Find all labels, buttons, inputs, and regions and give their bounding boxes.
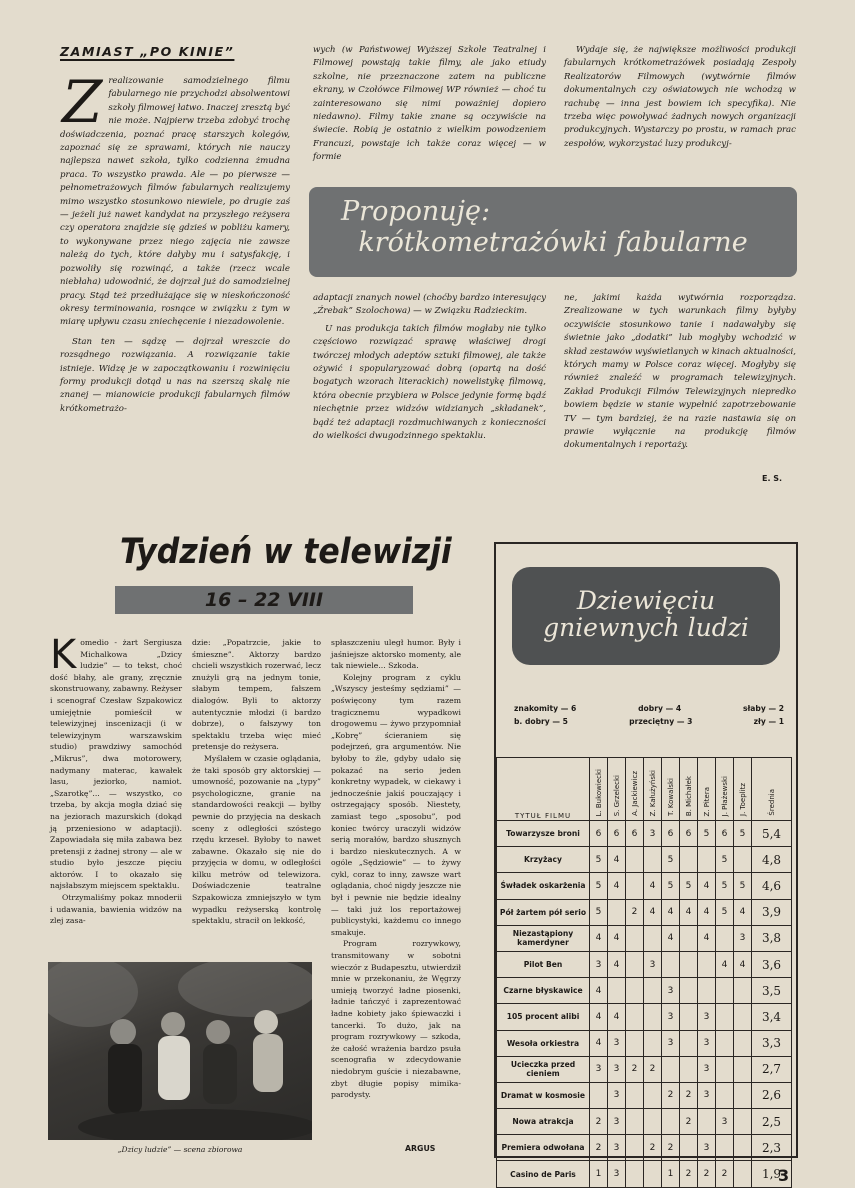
score-cell: 3 bbox=[662, 1004, 680, 1030]
average-cell: 3,4 bbox=[752, 1004, 792, 1030]
score-cell bbox=[734, 1082, 752, 1108]
score-cell bbox=[734, 1135, 752, 1161]
headline-box bbox=[309, 187, 797, 277]
ratings-badge bbox=[512, 567, 780, 665]
score-cell: 3 bbox=[608, 1056, 626, 1082]
score-cell bbox=[734, 1109, 752, 1135]
score-cell bbox=[680, 925, 698, 951]
average-cell: 2,7 bbox=[752, 1056, 792, 1082]
ratings-table bbox=[496, 757, 792, 1188]
paragraph: Stan ten — sądzę — dojrzał wreszcie do rozsądnego rozwiązania. A rozwiązanie takie istnieje. Widzę je w zapoczątkowaniu i rozwinięciu formy produkcji dotąd u nas na szerszą skalę nie znanej — mianowicie produkcji fabularnych filmów krótkometrażo- bbox=[60, 336, 290, 414]
average-cell: 2,6 bbox=[752, 1082, 792, 1108]
score-cell bbox=[680, 1004, 698, 1030]
score-cell bbox=[626, 978, 644, 1004]
article-column-2 bbox=[313, 44, 546, 165]
score-cell bbox=[716, 1135, 734, 1161]
critic-header: A. Jackiewicz bbox=[626, 758, 644, 821]
score-cell: 4 bbox=[608, 1004, 626, 1030]
paragraph: Kolejny program z cyklu „Wszyscy jesteśmy sędziami” — poświęcony tym razem tragicznemu wypadkowi drogowemu — żywo przypomniał „Kobrę” ścieraniem się podejrzeń, gra argumentów. Nie byłoby to źle, gdyby udało się pokazać na serio jeden konkretny wypadek, w ciekawy i jednocześnie jakiś pouczający i ostrzegający sposób. Niestety, zamiast tego „sposobu”, pod koniec twórcy uraczyli widzów serią morałów, bardzo słusznych i bardzo nieskutecznych. A w ogóle „Sędziowie” — to żywy cykl, coraz to inny, zawsze wart oglądania, choć nigdy jeszcze nie był i pewnie nie będzie idealny — taki już los reportażowej publicystyki, każdemu co innego smakuje. bbox=[331, 672, 461, 937]
score-cell: 6 bbox=[662, 821, 680, 847]
film-title-cell: Niezastąpiony kamerdyner bbox=[497, 925, 590, 951]
score-cell: 3 bbox=[662, 978, 680, 1004]
score-cell bbox=[680, 1030, 698, 1056]
score-cell: 2 bbox=[590, 1135, 608, 1161]
paragraph: spłaszczeniu uległ humor. Były i jaśniejsze aktorsko momenty, ale tak niewiele... Szkoda. bbox=[331, 638, 461, 671]
score-cell bbox=[626, 1135, 644, 1161]
article-column-2b bbox=[313, 292, 546, 443]
score-cell: 3 bbox=[716, 1109, 734, 1135]
tv-column-2 bbox=[192, 637, 321, 927]
film-title-cell: Czarne błyskawice bbox=[497, 978, 590, 1004]
table-row bbox=[497, 873, 792, 899]
score-cell: 5 bbox=[662, 847, 680, 873]
average-cell: 3,9 bbox=[752, 899, 792, 925]
score-cell bbox=[644, 1030, 662, 1056]
legend-entry: znakomity — 6 bbox=[514, 704, 577, 713]
score-cell: 5 bbox=[662, 873, 680, 899]
date-bar: 16 – 22 VIII bbox=[115, 586, 413, 614]
table-row bbox=[497, 1004, 792, 1030]
article-column-3b bbox=[564, 292, 796, 453]
score-cell: 4 bbox=[680, 899, 698, 925]
article-kicker: ZAMIAST „PO KINIE” bbox=[60, 44, 235, 59]
score-cell bbox=[608, 978, 626, 1004]
film-title-cell: Nowa atrakcja bbox=[497, 1109, 590, 1135]
average-cell: 1,9 bbox=[752, 1161, 792, 1187]
table-row bbox=[497, 1056, 792, 1082]
score-cell: 2 bbox=[662, 1135, 680, 1161]
critic-header: S. Grzelecki bbox=[608, 758, 626, 821]
critic-header: B. Michałek bbox=[680, 758, 698, 821]
score-cell: 2 bbox=[680, 1109, 698, 1135]
page-number: 3 bbox=[778, 1166, 790, 1185]
legend-entry: b. dobry — 5 bbox=[514, 717, 568, 726]
film-title-cell: Dramat w kosmosie bbox=[497, 1082, 590, 1108]
score-cell bbox=[626, 925, 644, 951]
score-cell: 3 bbox=[644, 821, 662, 847]
score-cell: 3 bbox=[734, 925, 752, 951]
score-cell: 4 bbox=[590, 978, 608, 1004]
table-row bbox=[497, 925, 792, 951]
table-row bbox=[497, 951, 792, 977]
film-title-cell: Premiera odwołana bbox=[497, 1135, 590, 1161]
badge-line-1: Dziewięciu bbox=[576, 586, 716, 615]
score-cell: 2 bbox=[662, 1082, 680, 1108]
paragraph: Myślałem w czasie oglądania, że taki sposób gry aktorskiej — umowność, pozowanie na „typy” psychologiczne, granie na standardowości reakcji — byłby pewnie do przyjęcia na deskach sceny z odległości szóstego rzędu krzeseł. Byłoby to nawet zabawne. Okazało się nie do przyjęcia w domu, w odległości kilku metrów od telewizora. Doświadczenie teatralne Szpakowicza zmniejszyło w tym wypadku reżyserską kontrolę spektaklu, stracił on lekkość, bbox=[192, 753, 321, 926]
score-cell: 2 bbox=[590, 1109, 608, 1135]
article-column-1 bbox=[60, 68, 290, 416]
score-cell: 4 bbox=[608, 925, 626, 951]
score-cell bbox=[626, 951, 644, 977]
table-row bbox=[497, 821, 792, 847]
score-cell: 3 bbox=[590, 951, 608, 977]
score-cell bbox=[626, 847, 644, 873]
paragraph: realizowanie samodzielnego filmu fabularnego nie przychodzi absolwentowi szkoły filmowej łatwo. Inaczej zresztą być nie może. Najpierw trzeba zdobyć trochę doświadczenia, poznać pracę starszych kolegów, zapoznać się ze sprawami, których nie nauczy najlepsza nawet szkoła, tylko codzienna żmudna praca. To wszystko prawda. Ale — po pierwsze — pełnometrażowych filmów fabularnych realizujemy mimo wszystko stosunkowo niewiele, po drugie zaś — jeżeli już nawet kandydat na przyszłego reżysera czy operatora znajdzie się gdzieś w pobliżu kamery, to wykonywane przez niego zajęcia nie zawsze należą do tych, które dałyby mu i satysfakcję, i pozwoliły się rozwinąć, a także (rzecz wcale niebłaha) udowodnić, że dojrzał już do samodzielnej pracy. Stąd też przedłużające się w nieskończoność okresy terminowania, rosnące w związku z tym w miarę upływu czasu zniechęcenie i niezadowolenie. bbox=[60, 76, 290, 328]
score-cell bbox=[716, 978, 734, 1004]
score-cell bbox=[680, 1135, 698, 1161]
score-cell bbox=[716, 1004, 734, 1030]
score-cell: 4 bbox=[644, 873, 662, 899]
scene-photo-figures bbox=[48, 962, 312, 1140]
film-title-cell: Krzyżacy bbox=[497, 847, 590, 873]
score-cell: 4 bbox=[698, 925, 716, 951]
critic-header: L. Bukowiecki bbox=[590, 758, 608, 821]
score-cell: 4 bbox=[644, 899, 662, 925]
score-cell: 2 bbox=[698, 1161, 716, 1187]
film-title-cell: Pół żartem pół serio bbox=[497, 899, 590, 925]
average-cell: 4,6 bbox=[752, 873, 792, 899]
score-cell: 4 bbox=[698, 873, 716, 899]
average-cell: 2,3 bbox=[752, 1135, 792, 1161]
score-cell: 4 bbox=[608, 873, 626, 899]
headline-line-2: krótkometrażówki fabularne bbox=[358, 227, 748, 258]
score-cell: 4 bbox=[734, 951, 752, 977]
drop-cap: K bbox=[50, 632, 77, 678]
score-cell: 6 bbox=[590, 821, 608, 847]
score-cell: 3 bbox=[698, 1135, 716, 1161]
film-title-cell: Towarzysze broni bbox=[497, 821, 590, 847]
score-cell bbox=[644, 925, 662, 951]
score-cell bbox=[698, 951, 716, 977]
paragraph: wych (w Państwowej Wyższej Szkole Teatralnej i Filmowej powstają takie filmy, ale jako etiudy szkolne, nie przeznaczone zatem na publiczne ekrany, w Czołówce Filmowej WP również — choć tu zainteresowano się nimi poważniej dopiero niedawno). Filmy takie znane są oczywiście na świecie. Robią je ostatnio z wielkim powodzeniem Francuzi, powstaje ich także coraz więcej — w formie bbox=[313, 45, 546, 163]
paragraph: Program rozrywkowy, transmitowany w sobotni wieczór z Budapesztu, utwierdził mnie w przekonaniu, że Węgrzy umieją tworzyć ładne piosenki, ładnie tańczyć i zaprezentować ładne kobiety jako śpiewaczki i tancerki. To dużo, jak na program rozrywkowy — szkoda, że całość wrażenia bardzo psuła scenografia w zdecydowanie niedobrym guście i niezabawne, zbyt długie popisy mimika-parodysty. bbox=[331, 939, 461, 1100]
score-cell: 3 bbox=[698, 1030, 716, 1056]
article-signoff: E. S. bbox=[762, 474, 783, 483]
score-cell bbox=[644, 1161, 662, 1187]
score-cell: 3 bbox=[698, 1056, 716, 1082]
score-cell: 4 bbox=[608, 847, 626, 873]
score-cell: 2 bbox=[626, 1056, 644, 1082]
score-cell: 5 bbox=[734, 873, 752, 899]
film-title-cell: Śwładek oskarżenia bbox=[497, 873, 590, 899]
scene-photo bbox=[48, 962, 312, 1140]
tv-title: Tydzień w telewizji bbox=[120, 532, 452, 572]
score-cell: 4 bbox=[590, 1030, 608, 1056]
score-cell: 4 bbox=[662, 925, 680, 951]
score-cell: 3 bbox=[608, 1109, 626, 1135]
score-cell: 5 bbox=[716, 873, 734, 899]
score-cell: 4 bbox=[734, 899, 752, 925]
article-column-3 bbox=[564, 44, 796, 151]
score-cell bbox=[716, 1056, 734, 1082]
score-cell bbox=[698, 847, 716, 873]
score-cell: 5 bbox=[590, 873, 608, 899]
drop-cap: Z bbox=[62, 68, 103, 136]
ratings-legend bbox=[514, 704, 784, 726]
score-cell bbox=[644, 1109, 662, 1135]
score-cell bbox=[698, 978, 716, 1004]
score-cell: 3 bbox=[608, 1135, 626, 1161]
score-cell: 3 bbox=[644, 951, 662, 977]
score-cell bbox=[626, 1030, 644, 1056]
score-cell: 5 bbox=[698, 821, 716, 847]
score-cell bbox=[680, 951, 698, 977]
film-title-cell: Casino de Paris bbox=[497, 1161, 590, 1187]
score-cell bbox=[644, 847, 662, 873]
score-cell bbox=[716, 1082, 734, 1108]
score-cell: 2 bbox=[680, 1082, 698, 1108]
table-row bbox=[497, 978, 792, 1004]
tv-column-3 bbox=[331, 637, 461, 1101]
score-cell bbox=[644, 1082, 662, 1108]
score-cell bbox=[734, 1004, 752, 1030]
table-row bbox=[497, 1030, 792, 1056]
score-cell bbox=[698, 1109, 716, 1135]
badge-line-2: gniewnych ludzi bbox=[543, 613, 749, 642]
score-cell: 4 bbox=[662, 899, 680, 925]
critic-header: J. Toeplitz bbox=[734, 758, 752, 821]
paragraph: dzie: „Popatrzcie, jakie to śmieszne”. Aktorzy bardzo chcieli wszystkich rozerwać, lecz znużyli grą na jednym tonie, słabym tempem, fałszem dialogów. Byli to aktorzy autentycznie młodzi (i bardzo dobrze), o fałszywy ton spektaklu trzeba więc mieć pretensje do reżysera. bbox=[192, 638, 321, 752]
table-row bbox=[497, 847, 792, 873]
tv-signoff: ARGUS bbox=[405, 1144, 436, 1153]
score-cell bbox=[644, 1004, 662, 1030]
critic-header: T. Kowalski bbox=[662, 758, 680, 821]
table-row bbox=[497, 1082, 792, 1108]
score-cell: 6 bbox=[680, 821, 698, 847]
score-cell bbox=[608, 899, 626, 925]
score-cell: 2 bbox=[626, 899, 644, 925]
score-cell bbox=[680, 978, 698, 1004]
score-cell bbox=[662, 951, 680, 977]
score-cell: 3 bbox=[698, 1082, 716, 1108]
score-cell: 6 bbox=[608, 821, 626, 847]
legend-entry: zły — 1 bbox=[753, 717, 784, 726]
legend-entry: słaby — 2 bbox=[742, 704, 784, 713]
score-cell bbox=[680, 847, 698, 873]
score-cell bbox=[734, 978, 752, 1004]
score-cell bbox=[644, 978, 662, 1004]
table-row bbox=[497, 1135, 792, 1161]
score-cell: 2 bbox=[716, 1161, 734, 1187]
paragraph: Otrzymaliśmy pokaz mnoderii i udawania, bawienia widzów na zlej zasa- bbox=[50, 893, 182, 926]
score-cell: 4 bbox=[590, 1004, 608, 1030]
critic-header: J. Płażewski bbox=[716, 758, 734, 821]
score-cell bbox=[734, 847, 752, 873]
score-cell bbox=[626, 1004, 644, 1030]
score-cell: 1 bbox=[662, 1161, 680, 1187]
score-cell bbox=[716, 925, 734, 951]
score-cell: 2 bbox=[644, 1056, 662, 1082]
score-cell: 4 bbox=[698, 899, 716, 925]
score-cell: 4 bbox=[590, 925, 608, 951]
legend-entry: dobry — 4 bbox=[638, 704, 682, 713]
score-cell: 4 bbox=[608, 951, 626, 977]
score-cell bbox=[626, 873, 644, 899]
score-cell bbox=[680, 1056, 698, 1082]
score-cell bbox=[662, 1109, 680, 1135]
average-cell: 2,5 bbox=[752, 1109, 792, 1135]
score-cell: 5 bbox=[716, 847, 734, 873]
score-cell: 5 bbox=[716, 899, 734, 925]
score-cell: 3 bbox=[662, 1030, 680, 1056]
film-title-cell: Wesoła orkiestra bbox=[497, 1030, 590, 1056]
score-cell bbox=[626, 1161, 644, 1187]
paragraph: ne, jakimi każda wytwórnia rozporządza. Zrealizowane w tych warunkach filmy byłyby oczywiście stosunkowo tanie i nadawałyby się świetnie jako „dodatki” lub mogłyby wchodzić w skład zestawów wyświetlanych w kinach aktualności, których mamy w Polsce coraz więcej. Mogłyby się również znaleźć w programach telewizyjnych. Zakład Produkcji Filmów Telewizyjnych niepredko bowiem będzie w stanie wypełnić zapotrzebowanie TV — tym bardziej, że na razie nastawia się on prawie wyłącznie na produkcję filmów dokumentalnych i reportaży. bbox=[564, 293, 796, 451]
score-cell bbox=[626, 1082, 644, 1108]
title-column-header: TYTUŁ FILMU bbox=[497, 758, 590, 821]
average-cell: 3,5 bbox=[752, 978, 792, 1004]
average-header: Średnia bbox=[752, 758, 792, 821]
score-cell bbox=[716, 1030, 734, 1056]
legend-entry: przeciętny — 3 bbox=[629, 717, 693, 726]
score-cell: 5 bbox=[590, 847, 608, 873]
critic-header: Z. Pitera bbox=[698, 758, 716, 821]
score-cell: 3 bbox=[698, 1004, 716, 1030]
score-cell bbox=[734, 1056, 752, 1082]
score-cell bbox=[734, 1161, 752, 1187]
score-cell: 2 bbox=[680, 1161, 698, 1187]
score-cell: 6 bbox=[626, 821, 644, 847]
table-row bbox=[497, 1161, 792, 1187]
score-cell: 3 bbox=[608, 1161, 626, 1187]
score-cell: 4 bbox=[716, 951, 734, 977]
score-cell bbox=[734, 1030, 752, 1056]
score-cell: 5 bbox=[590, 899, 608, 925]
film-title-cell: 105 procent alibi bbox=[497, 1004, 590, 1030]
average-cell: 3,8 bbox=[752, 925, 792, 951]
table-row bbox=[497, 1109, 792, 1135]
score-cell bbox=[626, 1109, 644, 1135]
average-cell: 5,4 bbox=[752, 821, 792, 847]
average-cell: 4,8 bbox=[752, 847, 792, 873]
paragraph: adaptacji znanych nowel (choćby bardzo interesujący „Źrebak” Szolochowa) — w Związku Radzieckim. bbox=[313, 293, 546, 317]
average-cell: 3,3 bbox=[752, 1030, 792, 1056]
score-cell: 6 bbox=[716, 821, 734, 847]
average-cell: 3,6 bbox=[752, 951, 792, 977]
score-cell: 5 bbox=[680, 873, 698, 899]
paragraph: omedio - żart Sergiusza Michalkowa „Dzicy ludzie” — to tekst, choć dość błahy, ale grany, zręcznie skonstruowany, zabawny. Reżyser i scenograf Czesław Szpakowicz umiejętnie pomieścił w telewizyjnej inscenizacji (i w telewizyjnym warszawskim studio) prawdziwy samochód „Mikrus”, dwa motorowery, nadymany materac, kawałek lasu, jeziorko, namiot. „Szarotkę”... — wszystko, co trzeba, by akcja mogła dziać się na jeziorach mazurskich (dokąd ją przeniesiono w adaptacji). Zapowiadała się miła zabawa bez pretensji z żadnej strony — ale w studio było jeszcze pięciu aktorów. I to okazało się najsłabszym miejscem spektaklu. bbox=[50, 638, 182, 891]
score-cell: 3 bbox=[608, 1030, 626, 1056]
film-title-cell: Pilot Ben bbox=[497, 951, 590, 977]
film-title-cell: Ucieczka przed cieniem bbox=[497, 1056, 590, 1082]
score-cell: 2 bbox=[644, 1135, 662, 1161]
table-row bbox=[497, 899, 792, 925]
paragraph: Wydaje się, że największe możliwości produkcji fabularnych krótkometrażówek posiadają Zespoły Realizatorów Filmowych (wytwórnie filmów dokumentalnych czy oświatowych nie wchodzą w rachubę — inna jest bowiem ich specyfika). Nie trzeba więc powoływać żadnych nowych organizacji produkcyjnych. Wystarczy po prostu, w ramach prac zespołów, wykorzystać luzy produkcyj- bbox=[564, 45, 796, 149]
tv-column-1 bbox=[50, 632, 182, 927]
ratings-header-row bbox=[497, 758, 792, 821]
paragraph: U nas produkcja takich filmów mogłaby nie tylko częściowo rozwiązać sprawę właściwej drogi twórczej młodych adeptów sztuki filmowej, ale także ożywić i spopularyzować dobrą (opartą na dość bogatych wzorach literackich) nowelistykę filmową, która obecnie przybiera w Polsce jedynie formę bądź niechętnie przez widzów widzianych „składanek”, bądź też adaptacji rozdmuchiwanych z konieczności do wielkości dwugodzinnego spektaklu. bbox=[313, 323, 546, 442]
score-cell: 3 bbox=[608, 1082, 626, 1108]
score-cell: 1 bbox=[590, 1161, 608, 1187]
score-cell bbox=[662, 1056, 680, 1082]
score-cell: 3 bbox=[590, 1056, 608, 1082]
headline-line-1: Proponuję: bbox=[341, 196, 491, 227]
photo-caption: „Dzicy ludzie” — scena zbiorowa bbox=[117, 1145, 243, 1154]
score-cell: 5 bbox=[734, 821, 752, 847]
score-cell bbox=[590, 1082, 608, 1108]
critic-header: Z. Kałużyński bbox=[644, 758, 662, 821]
